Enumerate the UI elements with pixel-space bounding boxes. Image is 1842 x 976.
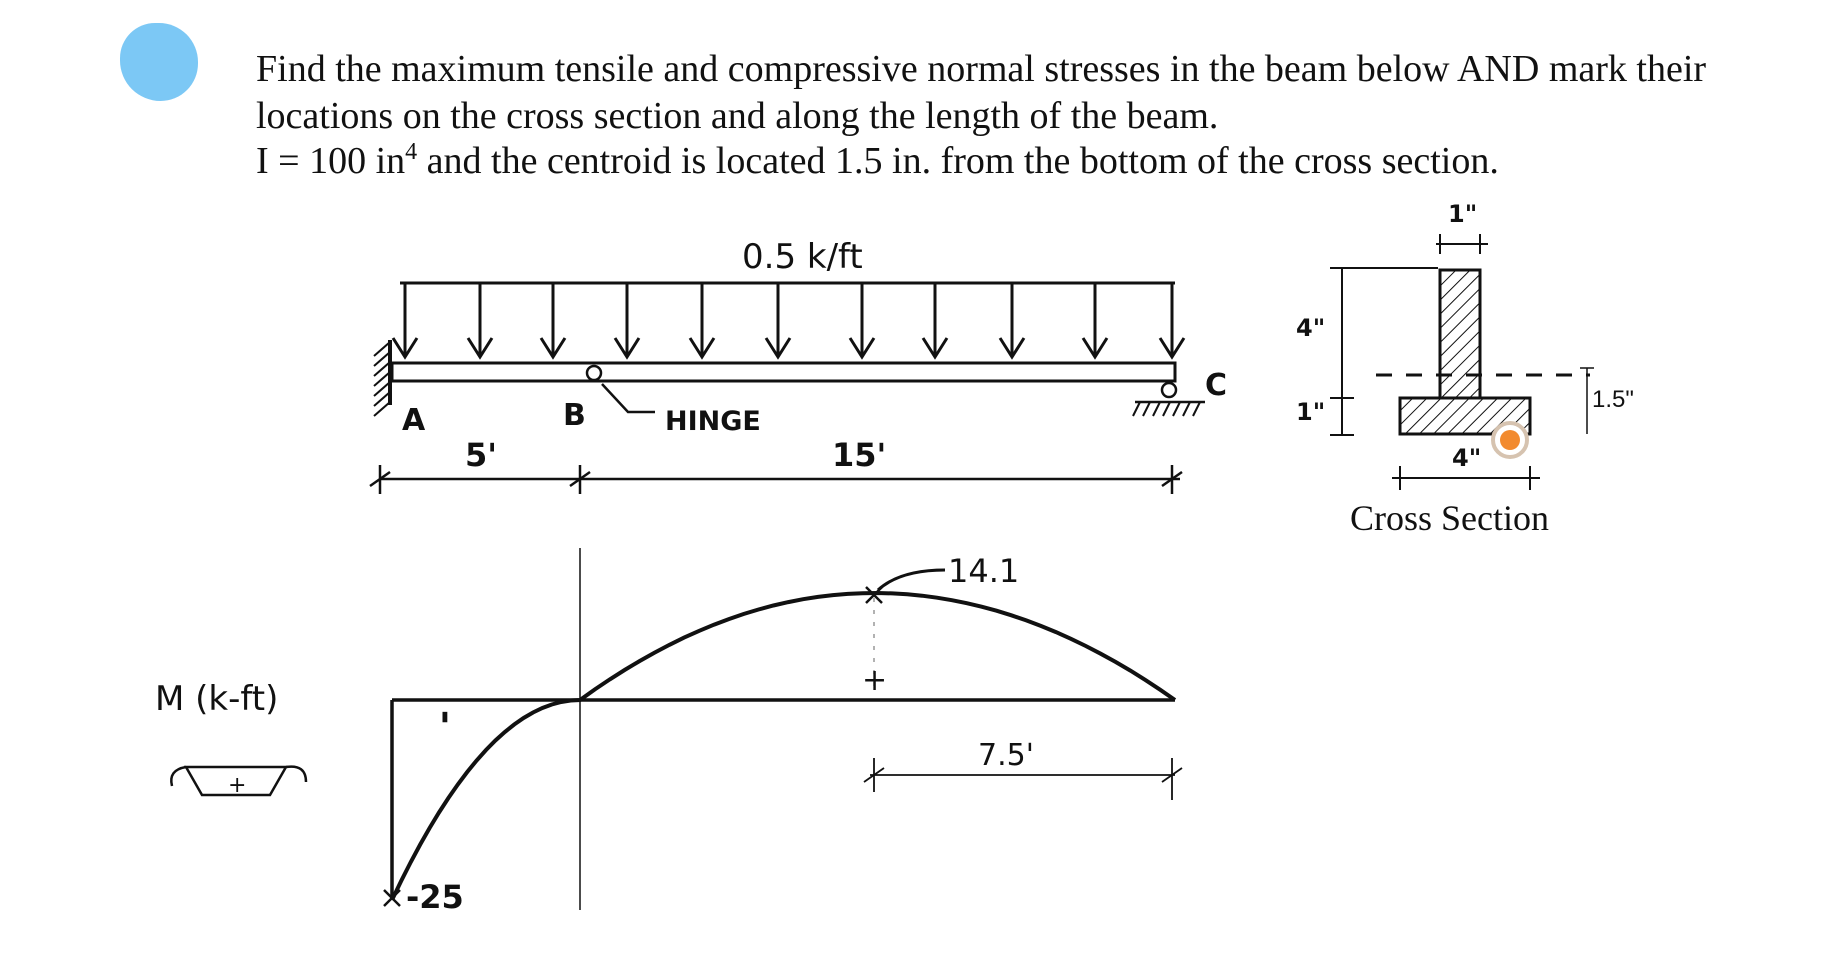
moment-curve (392, 593, 1175, 900)
positive-region-sign: + (862, 663, 888, 698)
centroid-text: and the centroid is located 1.5 in. from the bottom of the cross section. (417, 140, 1499, 182)
inertia-exponent: 4 (405, 139, 418, 165)
load-arrow (690, 283, 714, 357)
half-span-label: 7.5' (978, 738, 1034, 773)
load-arrow (468, 283, 492, 357)
point-b-label: B (563, 398, 586, 433)
load-label: 0.5 k/ft (742, 237, 863, 277)
web-rect (1440, 270, 1480, 398)
flange-width-label: 4" (1452, 444, 1482, 472)
load-arrow (766, 283, 790, 357)
load-arrow (615, 283, 639, 357)
hinge-label: HINGE (665, 406, 761, 437)
negative-region-sign: - (426, 710, 466, 725)
load-arrow (541, 283, 565, 357)
web-width-label: 1" (1448, 200, 1478, 228)
hinge-pointer (602, 384, 655, 412)
span-ab-label: 5' (465, 436, 498, 474)
load-arrows (393, 283, 1184, 357)
moment-axis-label: M (k-ft) (155, 679, 279, 719)
sign-right-arrow (286, 767, 306, 782)
load-arrow (923, 283, 947, 357)
problem-line-2: locations on the cross section and along the length of the beam. (256, 95, 1219, 137)
load-arrow (1160, 283, 1184, 357)
max-leader (878, 570, 945, 590)
point-a-label: A (402, 403, 426, 438)
sign-left-arrow (171, 767, 186, 786)
roller-circle (1162, 383, 1176, 397)
min-moment-label: -25 (406, 878, 464, 916)
load-arrow (1083, 283, 1107, 357)
load-arrow (1000, 283, 1024, 357)
hinge-circle (587, 366, 601, 380)
stress-marker-dot (1500, 430, 1520, 450)
fixed-support-hatch (374, 342, 390, 416)
span-bc-label: 15' (832, 436, 887, 474)
inertia-text: I = 100 in (256, 140, 406, 182)
roller-ground-hatch (1133, 402, 1200, 416)
web-height-label: 4" (1296, 314, 1326, 342)
load-arrow (850, 283, 874, 357)
max-moment-label: 14.1 (948, 552, 1020, 590)
flange-thickness-label: 1" (1296, 398, 1326, 426)
load-arrow (393, 283, 417, 357)
problem-line-1: Find the maximum tensile and compressive normal stresses in the beam below AND mark their (256, 48, 1707, 90)
moment-diagram (171, 548, 1182, 910)
point-c-label: C (1205, 368, 1228, 403)
cross-section-title: Cross Section (1350, 498, 1550, 538)
centroid-height-label: 1.5" (1592, 386, 1634, 413)
sign-convention-plus: + (228, 773, 247, 798)
beam-body (392, 363, 1175, 381)
